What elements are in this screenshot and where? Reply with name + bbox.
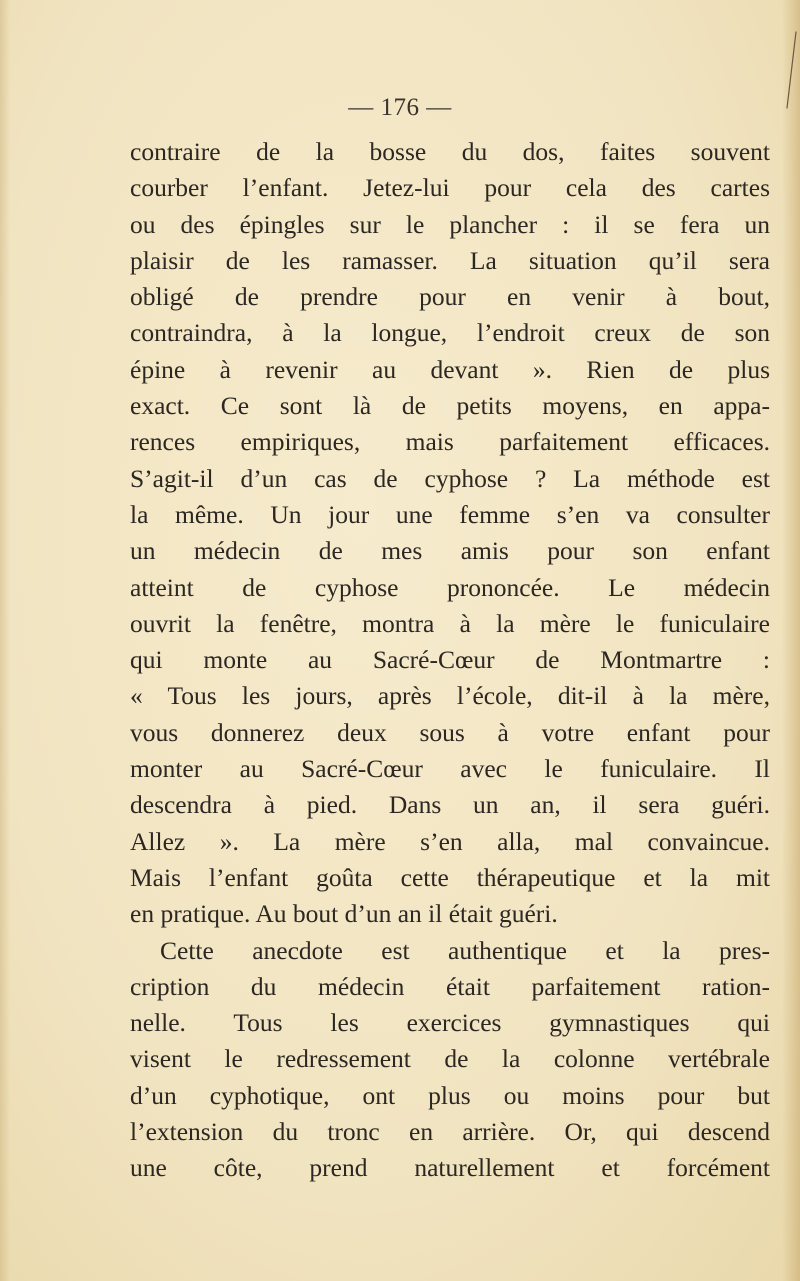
text-line: contraire de la bosse du dos, faites souvent <box>130 137 770 166</box>
text-line: monter au Sacré-Cœur avec le funiculaire. Il <box>130 754 770 784</box>
page-number: — 176 — <box>348 94 452 121</box>
text-line: Allez ». La mère s’en alla, mal convaincue. <box>130 826 770 856</box>
text-line: visent le redressement de la colonne vertébrale <box>130 1044 770 1074</box>
page-shadow-left <box>0 0 10 1281</box>
text-line: en pratique. Au bout d’un an il était guéri. <box>130 899 558 929</box>
page-shadow-right <box>782 0 800 1281</box>
text-line: descendra à pied. Dans un an, il sera guéri. <box>130 790 770 820</box>
text-line: cription du médecin était parfaitement ration- <box>130 971 770 1001</box>
text-line: qui monte au Sacré-Cœur de Montmartre : <box>130 645 770 675</box>
text-line: Mais l’enfant goûta cette thérapeutique et la mit <box>130 862 770 892</box>
text-line: épine à revenir au devant ». Rien de plus <box>130 354 770 384</box>
text-line: exact. Ce sont là de petits moyens, en appa- <box>130 391 770 421</box>
text-line: atteint de cyphose prononcée. Le médecin <box>130 572 770 602</box>
text-line: d’un cyphotique, ont plus ou moins pour but <box>130 1080 770 1110</box>
text-line: un médecin de mes amis pour son enfant <box>130 536 770 566</box>
text-line: plaisir de les ramasser. La situation qu’il sera <box>130 245 770 275</box>
text-line: ouvrit la fenêtre, montra à la mère le funiculaire <box>130 608 770 638</box>
text-line: courber l’enfant. Jetez-lui pour cela des cartes <box>130 173 770 203</box>
text-line: l’extension du tronc en arrière. Or, qui descend <box>130 1117 770 1147</box>
text-line: « Tous les jours, après l’école, dit-il à la mère, <box>130 681 770 711</box>
body-text <box>130 134 770 1187</box>
text-line: ou des épingles sur le plancher : il se fera un <box>130 209 770 239</box>
text-line: obligé de prendre pour en venir à bout, <box>130 282 770 312</box>
text-line: vous donnerez deux sous à votre enfant pour <box>130 717 770 747</box>
text-line: nelle. Tous les exercices gymnastiques qui <box>130 1008 770 1038</box>
text-line: S’agit-il d’un cas de cyphose ? La méthode est <box>130 463 770 493</box>
text-line: une côte, prend naturellement et forcément <box>130 1153 770 1183</box>
text-line: rences empiriques, mais parfaitement efficaces. <box>130 427 770 457</box>
text-line: Cette anecdote est authentique et la pres- <box>160 935 770 965</box>
text-line: contraindra, à la longue, l’endroit creux de son <box>130 318 770 348</box>
text-line: la même. Un jour une femme s’en va consulter <box>130 499 770 529</box>
